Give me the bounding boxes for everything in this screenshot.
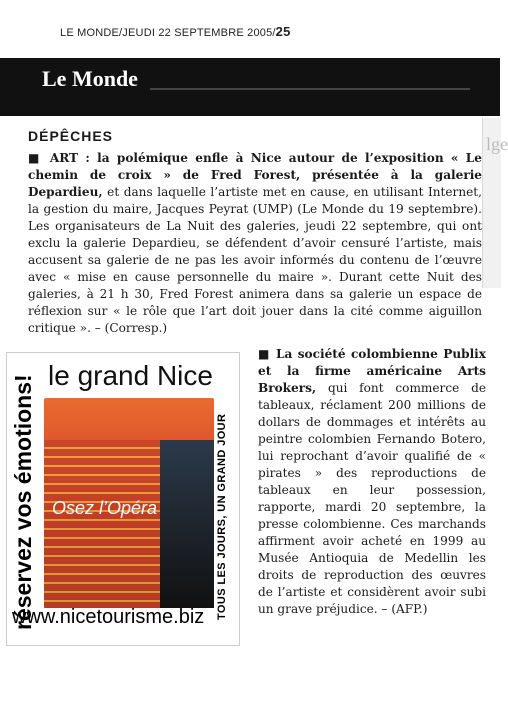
ad-photo-text: Osez l’Opéra [52,498,158,518]
ad-url[interactable]: www.nicetourisme.biz [12,606,205,628]
article-art-nice [28,150,482,337]
ad-side-right-text: TOUS LES JOURS, UN GRAND JOUR [216,413,228,620]
page-number: 25 [275,24,291,39]
article-botero [258,346,486,618]
masthead-logo: Le Monde [42,66,138,91]
article-body: et dans laquelle l’artiste met en cause, en utilisant Internet, la gestion du maire, Jacques Peyrat (UMP) (Le Monde du 19 septembre). Les organisateurs de La Nuit des galeries, jeudi 22 septembre, qui ont exclu la galerie Depardieu, se défendent d’avoir censuré l’artiste, mais accusent sa galerie de ne pas les avoir informés du contenu de l’œuvre avec « mise en cause personnelle du maire ». Durant cette Nuit des galeries, à 21 h 30, Fred Forest animera dans sa galerie un espace de réflexion sur « le rôle que l’art doit jouer dans la cité comme aiguillon critique ». – (Corresp.) [28,185,482,335]
section-title: DÉPÊCHES [28,128,114,144]
ad-side-right [216,360,236,620]
article-body: qui font commerce de tableaux, réclament 200 millions de dollars de dommages et intérêts au peintre colombien Fernando Botero, lui reprochant d’avoir qualifié de « pirates » des reproductions de tableaux en leur possession, rapporte, mardi 20 septembre, la presse colombienne. Ces marchands affirment avoir acheté en 1999 au Musée Antioquia de Medellin les droits de reproduction des œuvres de l’artiste et considèrent avoir subi un grave préjudice. – (AFP.) [258,381,486,616]
masthead-rule [150,88,470,90]
ad-opera-stage [160,440,214,608]
page-header [60,24,291,39]
ad-side-left-text: réservez vos émotions! [10,374,36,630]
article-lead: ■ ART : la polémique enfle à Nice autour de l’exposition « Le chemin de croix » de Fred Forest, présentée à la galerie Depardieu, [28,151,482,199]
article-lead: ■ La société colombienne Publix et la firme américaine Arts Brokers, [258,347,486,395]
ad-side-left [10,360,38,630]
adjacent-clipping-text: lge [486,134,508,154]
ad-title: le grand Nice [48,360,213,391]
date-line: LE MONDE/JEUDI 22 SEPTEMBRE 2005/ [60,27,276,39]
ad-opera-balconies [44,440,160,608]
